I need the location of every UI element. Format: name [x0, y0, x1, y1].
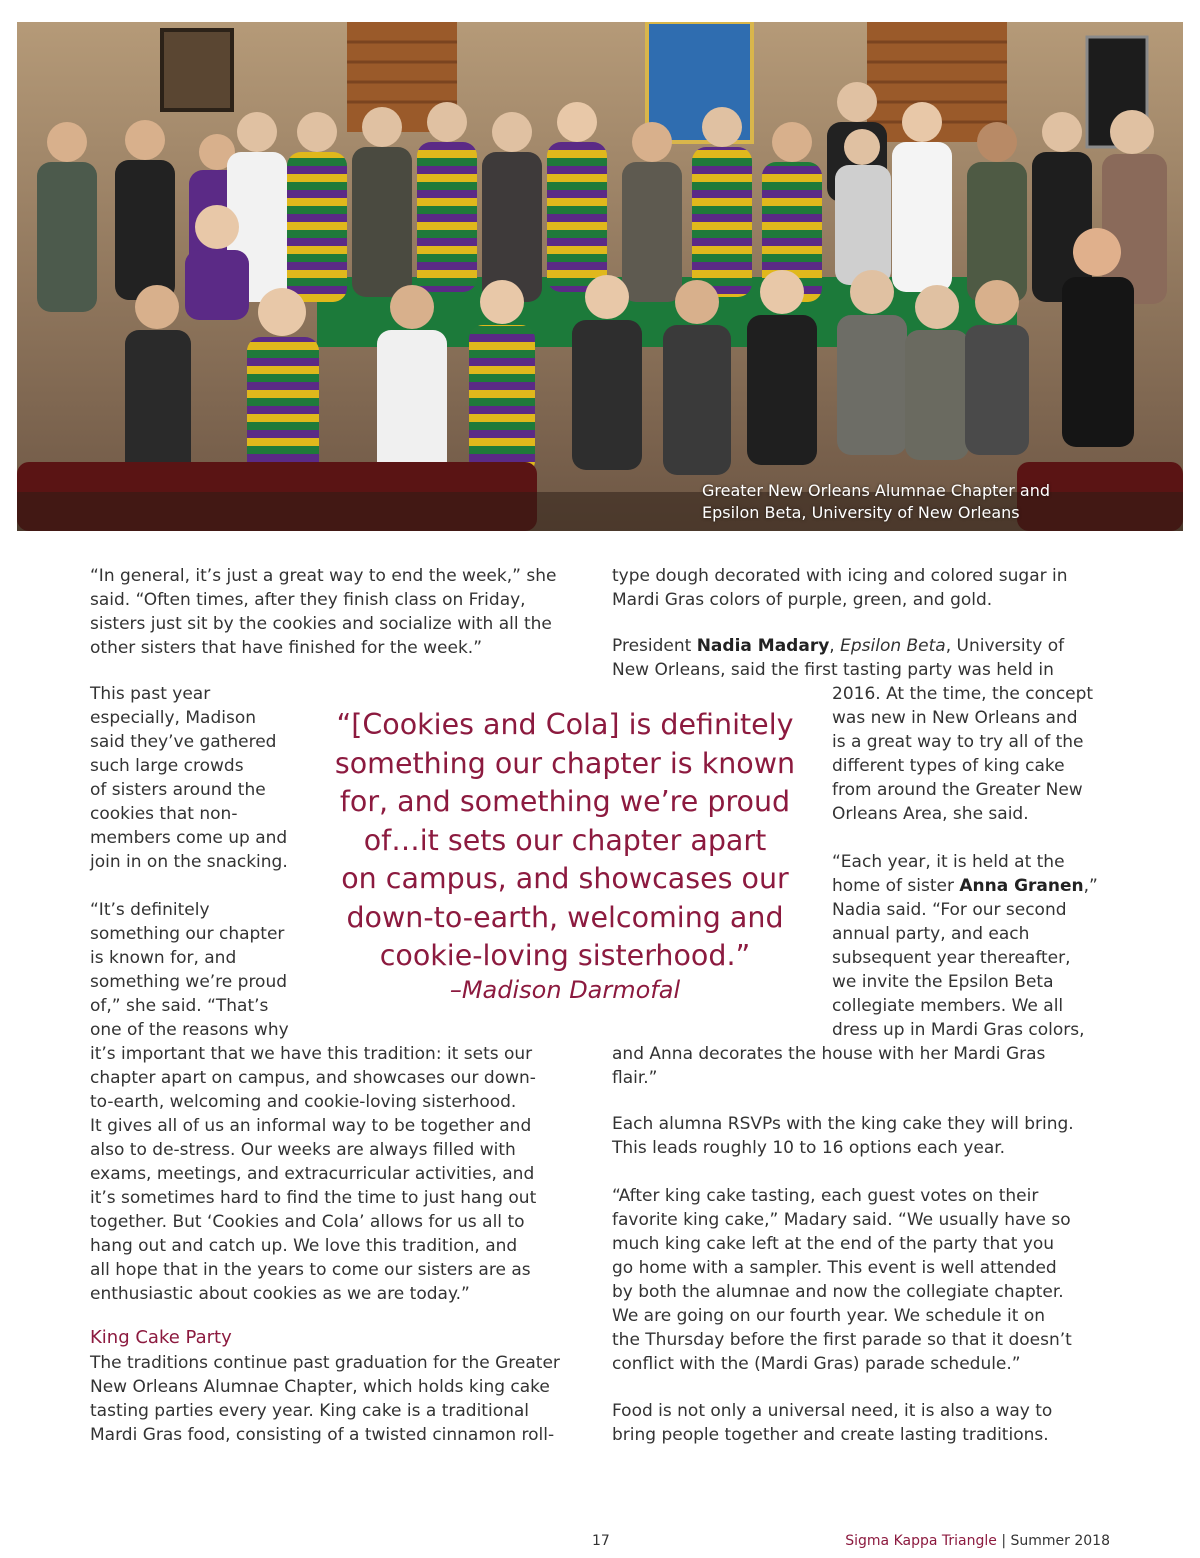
publication-name: Sigma Kappa Triangle [845, 1533, 997, 1549]
page-number: 17 [592, 1533, 610, 1549]
right-p2-comma: , [829, 636, 841, 656]
photo-caption: Greater New Orleans Alumnae Chapter and Epsilon Beta, University of New Orleans [702, 481, 1051, 522]
group-photo [17, 22, 1183, 531]
right-paragraph-2 [612, 634, 1112, 682]
right-paragraph-6: Food is not only a universal need, it is also a way to bring people together and create lasting traditions. [612, 1401, 1053, 1445]
right-p2-before: President [612, 636, 697, 656]
right-p3-after: ,” Nadia said. “For our second annual party, and each subsequent year thereafter, we invite the Epsilon Beta collegiate members. We all dress up in Mardi Gras colors, [832, 876, 1098, 1040]
left-paragraph-4: The traditions continue past graduation for the Greater New Orleans Alumnae Chapter, which holds king cake tasting parties every year. King cake is a traditional Mardi Gras food, consisting of a twisted cinnamon roll- [90, 1353, 560, 1445]
right-paragraph-5: “After king cake tasting, each guest votes on their favorite king cake,” Madary said. “We usually have so much king cake left at the end of the party that you go home with a sampler. This event is well attended by both the alumnae and now the collegiate chapter. We are going on our fourth year. We schedule it on the Thursday before the first parade so that it doesn’t conflict with the (Mardi Gras) parade schedule.” [612, 1186, 1072, 1374]
section-heading-king-cake-party: King Cake Party [90, 1327, 232, 1348]
left-paragraph-3b: it’s important that we have this tradition: it sets our chapter apart on campus, and showcases our down- to-earth, welcoming and cookie-loving sisterhood. It gives all of us an informal way to be together and also to de-stress. Our weeks are always filled with exams, meetings, and extracurricular activities, and it’s sometimes hard to find the time to just hang out together. But ‘Cookies and Cola’ allows for us all to hang out and catch up. We love this tradition, and all hope that in the years to come our sisters are as enthusiastic about cookies as we are today.” [90, 1044, 537, 1304]
pull-quote-attribution: –Madison Darmofal [449, 976, 681, 1004]
left-paragraph-1: “In general, it’s just a great way to end the week,” she said. “Often times, after they finish class on Friday, sisters just sit by the cookies and socialize with all the other sisters that have finished for the week.” [90, 566, 557, 658]
right-paragraph-1: type dough decorated with icing and colored sugar in Mardi Gras colors of purple, green, and gold. [612, 566, 1068, 610]
left-paragraph-3a: “It’s definitely something our chapter is known for, and something we’re proud of,” she said. “That’s one of the reasons why [90, 900, 289, 1040]
right-p2-after: , University of New Orleans, said the first tasting party was held in [612, 636, 1065, 680]
left-paragraph-2: This past year especially, Madison said they’ve gathered such large crowds of sisters around the cookies that non- members come up and join in on the snacking. [90, 684, 288, 872]
right-p3-before: “Each year, it is held at the home of sister [832, 852, 1065, 896]
chapter-name: Epsilon Beta [840, 636, 946, 656]
footer-publication [845, 1533, 1110, 1549]
president-name: Nadia Madary [696, 636, 830, 656]
right-paragraph-2-narrow: 2016. At the time, the concept was new in New Orleans and is a great way to try all of the different types of king cake from around the Greater New Orleans Area, she said. [832, 684, 1094, 824]
host-name: Anna Granen [959, 876, 1084, 896]
pull-quote: “[Cookies and Cola] is definitely something our chapter is known for, and something we’re proud of…it sets our chapter apart on campus, and showcases our down-to-earth, welcoming and cookie-loving sisterhood.” [334, 708, 796, 972]
right-paragraph-3 [832, 850, 1122, 1042]
issue-date: Summer 2018 [1010, 1533, 1110, 1549]
right-paragraph-4: Each alumna RSVPs with the king cake they will bring. This leads roughly 10 to 16 options each year. [612, 1114, 1074, 1158]
group-photo-illustration [17, 22, 1183, 531]
footer-separator: | [996, 1533, 1011, 1549]
right-paragraph-3-wide: and Anna decorates the house with her Mardi Gras flair.” [612, 1044, 1046, 1088]
